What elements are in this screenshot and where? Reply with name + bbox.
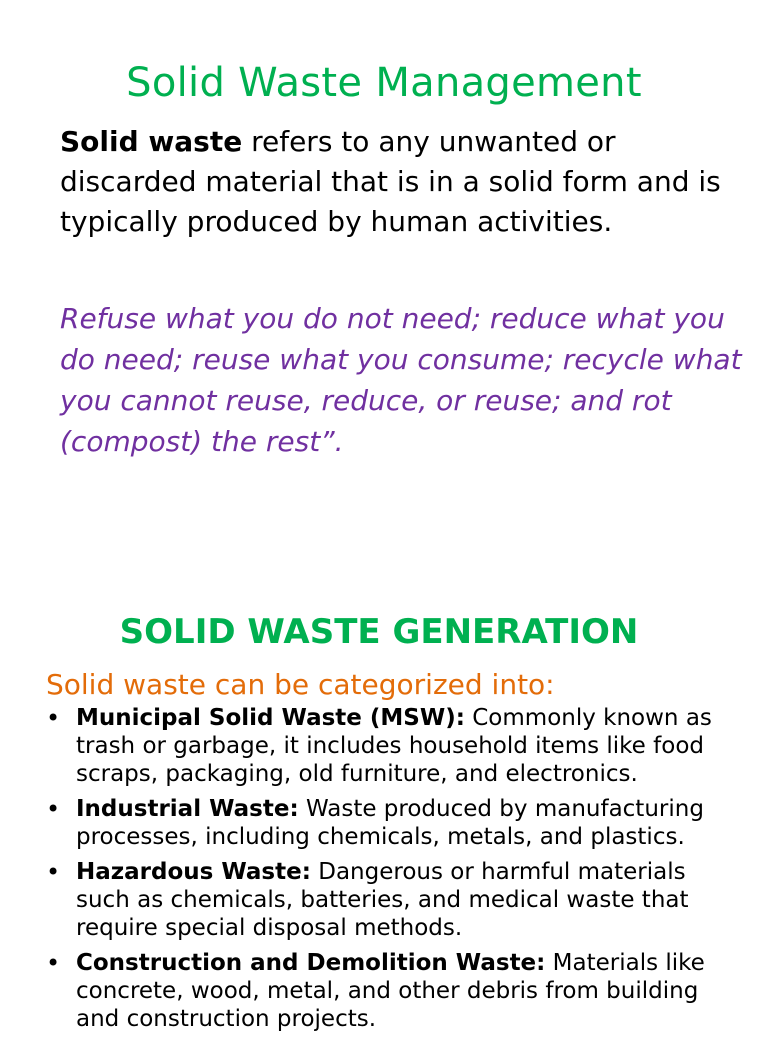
waste-category-list [46,704,746,1040]
list-item-term: Industrial Waste: [76,796,299,822]
bullet-icon: • [46,858,61,886]
list-item-text: Materials like concrete, wood, metal, and other debris from building and construction projects. [76,950,705,1032]
list-item-term: Hazardous Waste: [76,859,311,885]
list-item [46,858,746,942]
bullet-icon: • [46,949,61,977]
page-title: Solid Waste Management [126,60,642,106]
quote-paragraph: Refuse what you do not need; reduce what you do need; reuse what you consume; recycle what you cannot reuse, reduce, or reuse; and rot (compost) the rest”. [60,302,742,458]
section-intro: Solid waste can be categorized into: [46,668,555,701]
section-heading: SOLID WASTE GENERATION [119,612,639,652]
bullet-icon: • [46,795,61,823]
list-item-text: Dangerous or harmful materials such as chemicals, batteries, and medical waste that require special disposal methods. [76,859,689,941]
list-item-text: Commonly known as trash or garbage, it includes household items like food scraps, packaging, old furniture, and electronics. [76,705,712,787]
list-item [46,704,746,788]
bullet-icon: • [46,704,61,732]
list-item [46,949,746,1033]
definition-term: Solid waste [60,125,243,158]
definition-paragraph [60,122,750,242]
list-item-term: Municipal Solid Waste (MSW): [76,705,465,731]
list-item [46,795,746,851]
list-item-text: Waste produced by manufacturing processes, including chemicals, metals, and plastics. [76,796,704,850]
list-item-term: Construction and Demolition Waste: [76,950,546,976]
definition-text: refers to any unwanted or discarded material that is in a solid form and is typically produced by human activities. [60,125,721,238]
